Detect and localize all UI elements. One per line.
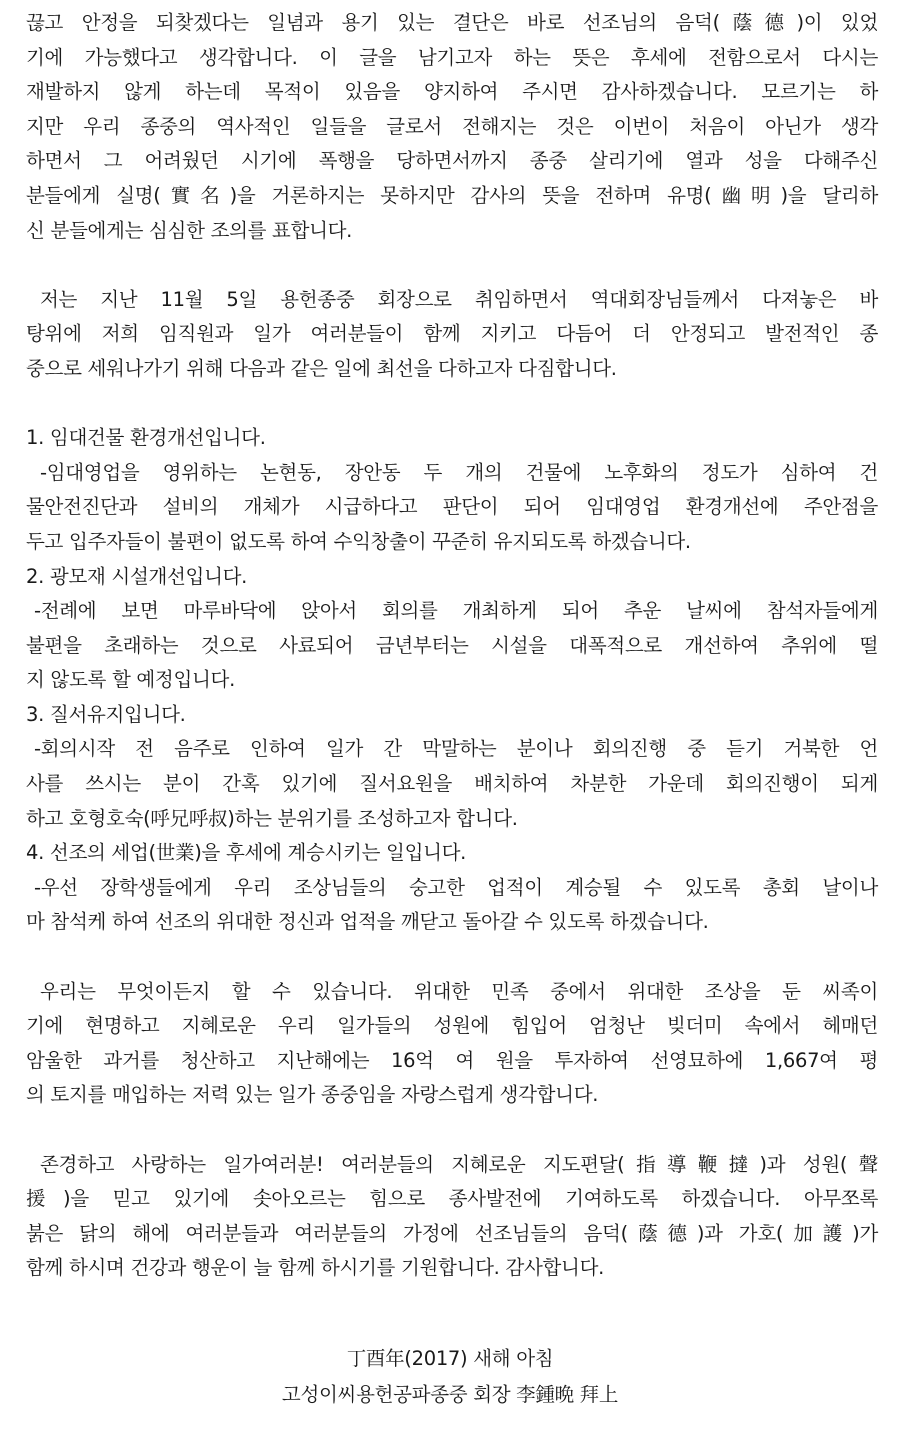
text-line: 기에 현명하고 지혜로운 우리 일가들의 성원에 힘입어 엄청난 빚더미 속에서 헤매던 [26, 1014, 878, 1038]
letter-body [26, 6, 878, 1286]
text-line: 사를 쓰시는 분이 간혹 있기에 질서요원을 배치하여 차분한 가운데 회의진행이 되게 [26, 772, 878, 796]
paragraph-spacer [26, 387, 878, 422]
pledge-title: 4. 선조의 세업(世業)을 후세에 계승시키는 일입니다. [26, 841, 467, 865]
pledge-title: 1. 임대건물 환경개선입니다. [26, 426, 266, 450]
signature-name: 고성이씨용헌공파종중 회장 李鍾晩 拜上 [281, 1383, 619, 1406]
paragraph-inauguration [26, 283, 878, 387]
text-line: 하면서 그 어려웠던 시기에 폭행을 당하면서까지 종중 살리기에 열과 성을 다해주신 [26, 149, 878, 173]
text-line: 지만 우리 종중의 역사적인 일들을 글로서 전해지는 것은 이번이 처음이 아닌가 생각 [26, 114, 878, 138]
paragraph-pride [26, 975, 878, 1113]
text-line: 援)을 믿고 있기에 솟아오르는 힘으로 종사발전에 기여하도록 하겠습니다. 아무쪼록 [26, 1187, 878, 1211]
pledge-title: 2. 광모재 시설개선입니다. [26, 564, 248, 588]
pledge-item [26, 421, 878, 559]
text-line: 함께 하시며 건강과 행운이 늘 함께 하시기를 기원합니다. 감사합니다. [26, 1256, 605, 1280]
text-line: 탕위에 저희 임직원과 일가 여러분들이 함께 지키고 다듬어 더 안정되고 발전적인 종 [26, 322, 878, 346]
pledge-list [26, 421, 878, 940]
pledge-item [26, 560, 878, 698]
text-line: -임대영업을 영위하는 논현동, 장안동 두 개의 건물에 노후화의 정도가 심하여 건 [40, 460, 878, 484]
text-line: -회의시작 전 음주로 인하여 일가 간 막말하는 분이나 회의진행 중 듣기 거북한 언 [34, 737, 878, 761]
text-line: 암울한 과거를 청산하고 지난해에는 16억 여 원을 투자하여 선영묘하에 1,667여 평 [26, 1048, 878, 1072]
paragraph-spacer [26, 940, 878, 975]
pledge-title: 3. 질서유지입니다. [26, 702, 186, 726]
text-line: 우리는 무엇이든지 할 수 있습니다. 위대한 민족 중에서 위대한 조상을 둔 씨족이 [40, 979, 878, 1003]
text-line: -우선 장학생들에게 우리 조상님들의 숭고한 업적이 계승될 수 있도록 총회 날이나 [34, 875, 878, 899]
text-line: 저는 지난 11월 5일 용헌종중 회장으로 취임하면서 역대회장님들께서 다져놓은 바 [40, 287, 878, 311]
text-line: 재발하지 않게 하는데 목적이 있음을 양지하여 주시면 감사하겠습니다. 모르기는 하 [26, 80, 878, 104]
signature-date: 丁酉年(2017) 새해 아침 [346, 1347, 554, 1370]
paragraph-spacer [26, 248, 878, 283]
text-line: 기에 가능했다고 생각합니다. 이 글을 남기고자 하는 뜻은 후세에 전함으로서 다시는 [26, 45, 878, 69]
pledge-item [26, 698, 878, 836]
text-line: 붉은 닭의 해에 여러분들과 여러분들의 가정에 선조님들의 음덕(蔭德)과 가호(加護)가 [26, 1221, 878, 1245]
text-line: 지 않도록 할 예정입니다. [26, 668, 235, 692]
text-line: 불편을 초래하는 것으로 사료되어 금년부터는 시설을 대폭적으로 개선하여 추위에 떨 [26, 633, 878, 657]
text-line: 신 분들에게는 심심한 조의를 표합니다. [26, 218, 353, 242]
text-line: -전례에 보면 마루바닥에 앉아서 회의를 개최하게 되어 추운 날씨에 참석자들에게 [34, 599, 878, 623]
text-line: 분들에게 실명(實名)을 거론하지는 못하지만 감사의 뜻을 전하며 유명(幽明)을 달리하 [26, 183, 878, 207]
text-line: 중으로 세워나가기 위해 다음과 같은 일에 최선을 다하고자 다짐합니다. [26, 356, 617, 380]
text-line: 마 참석케 하여 선조의 위대한 정신과 업적을 깨닫고 돌아갈 수 있도록 하겠습니다. [26, 910, 709, 934]
paragraph-spacer [26, 1113, 878, 1148]
paragraph-closing [26, 1148, 878, 1286]
paragraph-gratitude [26, 6, 878, 248]
pledge-item [26, 836, 878, 940]
text-line: 하고 호형호숙(呼兄呼叔)하는 분위기를 조성하고자 합니다. [26, 806, 518, 830]
text-line: 끊고 안정을 되찾겠다는 일념과 용기 있는 결단은 바로 선조님의 음덕(蔭德)이 있었 [26, 11, 878, 34]
text-line: 존경하고 사랑하는 일가여러분! 여러분들의 지혜로운 지도편달(指導鞭撻)과 성원(聲 [40, 1152, 878, 1176]
text-line: 두고 입주자들이 불편이 없도록 하여 수익창출이 꾸준히 유지되도록 하겠습니다. [26, 529, 691, 553]
text-line: 의 토지를 매입하는 저력 있는 일가 종중임을 자랑스럽게 생각합니다. [26, 1083, 599, 1107]
text-line: 물안전진단과 설비의 개체가 시급하다고 판단이 되어 임대영업 환경개선에 주안점을 [26, 495, 878, 519]
